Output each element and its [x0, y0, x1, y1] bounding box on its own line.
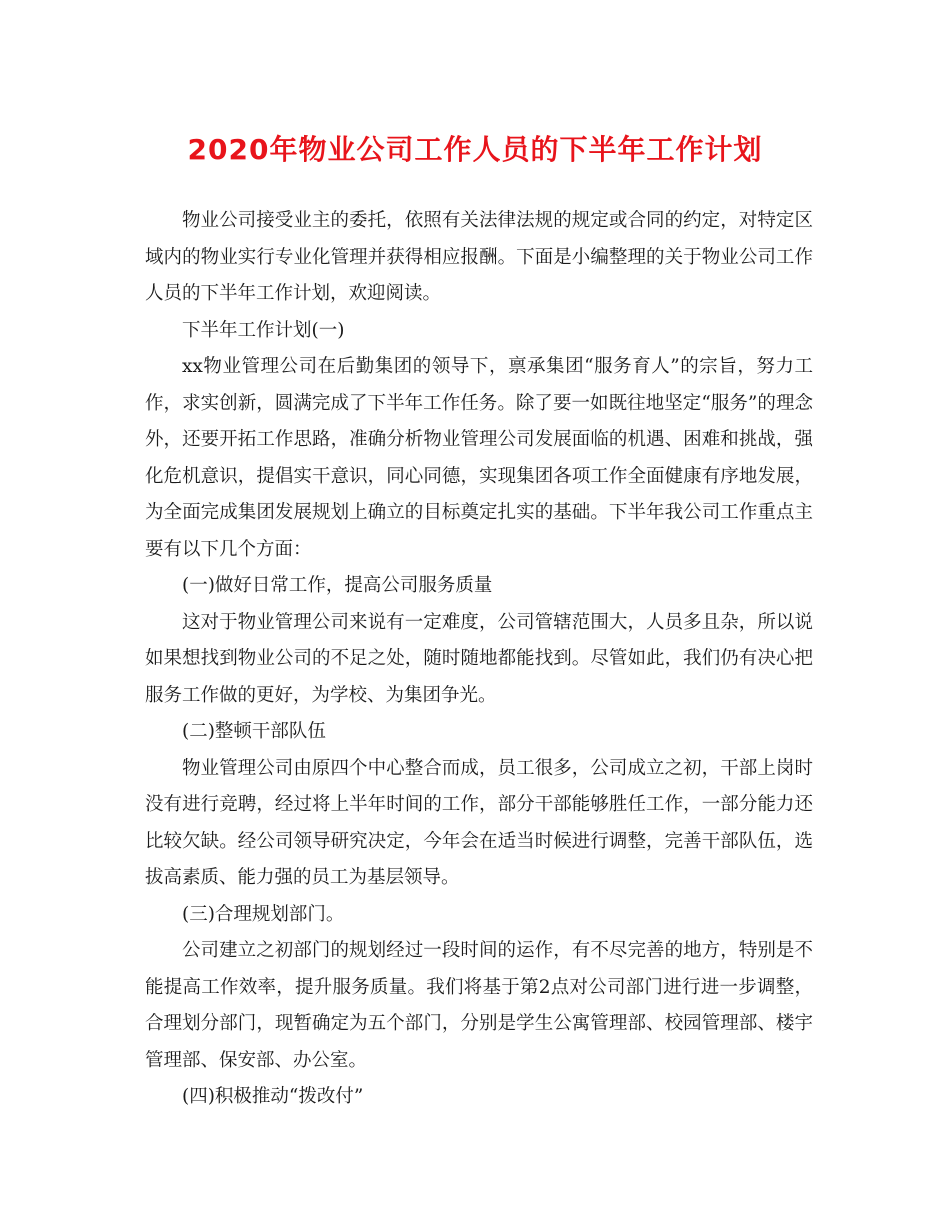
section-heading-4: (四)积极推动“拨改付”	[182, 1086, 364, 1107]
document-body	[145, 203, 813, 1116]
section-heading-2: (二)整顿干部队伍	[182, 721, 326, 742]
document-title: 2020年物业公司工作人员的下半年工作计划	[187, 133, 763, 166]
section-heading-plan-1: 下半年工作计划(一)	[182, 319, 345, 341]
paragraph-intro: 物业公司接受业主的委托，依照有关法律法规的规定或合同的约定，对特定区域内的物业实行专业化管理并获得相应报酬。下面是小编整理的关于物业公司工作人员的下半年工作计划，欢迎阅读。	[145, 210, 813, 304]
paragraph-section-3: 公司建立之初部门的规划经过一段时间的运作，有不尽完善的地方，特别是不能提高工作效率，提升服务质量。我们将基于第2点对公司部门进行进一步调整，合理划分部门，现暂确定为五个部门，分别是学生公寓管理部、校园管理部、楼宇管理部、保安部、办公室。	[145, 940, 813, 1071]
section-heading-3: (三)合理规划部门。	[182, 903, 345, 925]
paragraph-overview: xx物业管理公司在后勤集团的领导下，禀承集团“服务育人”的宗旨，努力工作，求实创新，圆满完成了下半年工作任务。除了要一如既往地坚定“服务”的理念外，还要开拓工作思路，准确分析物业管理公司发展面临的机遇、困难和挑战，强化危机意识，提倡实干意识，同心同德，实现集团各项工作全面健康有序地发展，为全面完成集团发展规划上确立的目标奠定扎实的基础。下半年我公司工作重点主要有以下几个方面：	[145, 356, 813, 560]
paragraph-section-1: 这对于物业管理公司来说有一定难度，公司管辖范围大，人员多且杂，所以说如果想找到物业公司的不足之处，随时随地都能找到。尽管如此，我们仍有决心把服务工作做的更好，为学校、为集团争光。	[145, 611, 813, 706]
paragraph-section-2: 物业管理公司由原四个中心整合而成，员工很多，公司成立之初，干部上岗时没有进行竞聘，经过将上半年时间的工作，部分干部能够胜任工作，一部分能力还比较欠缺。经公司领导研究决定，今年会在适当时候进行调整，完善干部队伍，选拔高素质、能力强的员工为基层领导。	[145, 757, 813, 888]
section-heading-1: (一)做好日常工作，提高公司服务质量	[182, 575, 493, 596]
